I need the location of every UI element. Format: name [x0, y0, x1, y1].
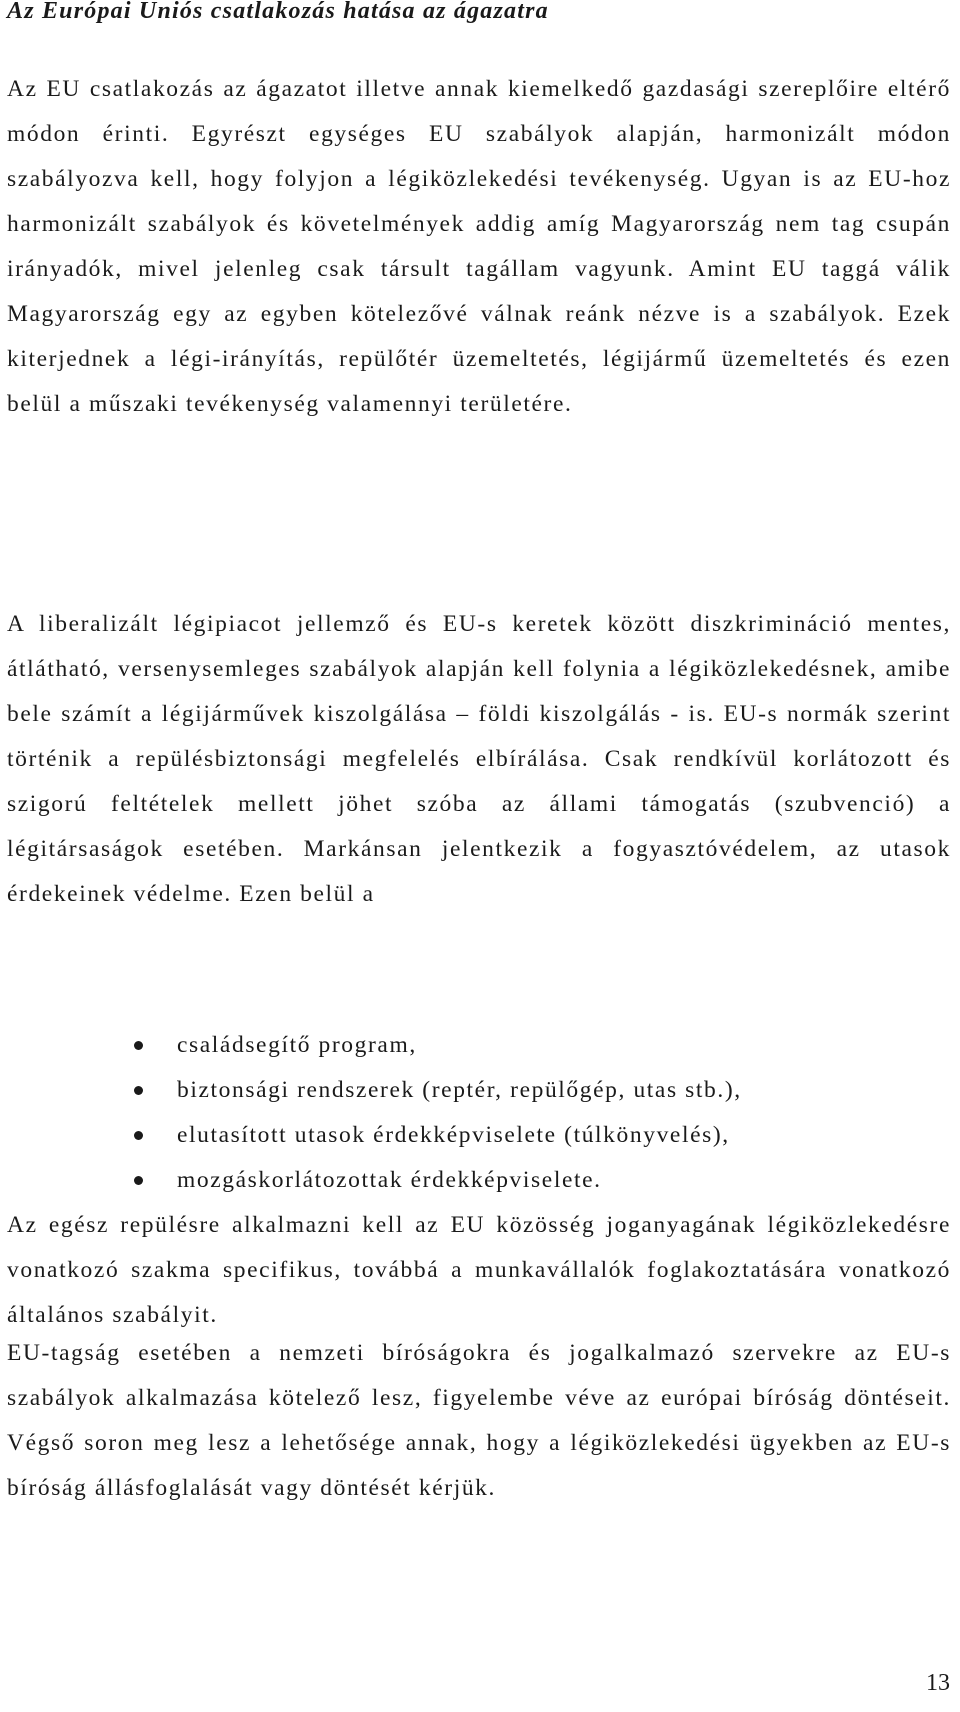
paragraph-liberalized-market: A liberalizált légipiacot jellemző és EU-s keretek között diszkrimináció mentes, átlátható, versenysemleges szabályok alapján kell folynia a légiközlekedésnek, amibe bele számít a légijárművek kiszolgálása – földi kiszolgálás - is. EU-s normák szerint történik a repülésbiztonsági megfelelés elbírálása. Csak rendkívül korlátozott és szigorú feltételek mellett jöhet szóba az állami támogatás (szubvenció) a légitársaságok esetében. Markánsan jelentkezik a fogyasztóvédelem, az utasok érdekeinek védelme. Ezen belül a — [7, 611, 951, 907]
list-item — [7, 1068, 951, 1113]
list-item — [7, 1113, 951, 1158]
bullet-icon — [134, 1176, 143, 1185]
bullet-icon — [134, 1086, 143, 1095]
page-number: 13 — [926, 1670, 950, 1696]
paragraph-eu-law: Az egész repülésre alkalmazni kell az EU közösség joganyagának légiközlekedésre vonatkozó szakma specifikus, továbbá a munkavállalók foglakoztatására vonatkozó általános szabályit. — [7, 1212, 951, 1328]
list-item — [7, 1023, 951, 1068]
consumer-protection-list — [7, 1023, 951, 1203]
bullet-icon — [134, 1131, 143, 1140]
list-item-text: biztonsági rendszerek (reptér, repülőgép, utas stb.), — [177, 1077, 742, 1103]
list-item-text: elutasított utasok érdekképviselete (túlkönyvelés), — [177, 1122, 730, 1148]
section-title: Az Európai Uniós csatlakozás hatása az ágazatra — [7, 0, 549, 24]
list-item-text: családsegítő program, — [177, 1032, 417, 1058]
bullet-icon — [134, 1041, 143, 1050]
paragraph-courts: EU-tagság esetében a nemzeti bíróságokra és jogalkalmazó szervekre az EU-s szabályok alkalmazása kötelező lesz, figyelembe véve az európai bíróság döntéseit. Végső soron meg lesz a lehetősége annak, hogy a légiközlekedési ügyekben az EU-s bíróság állásfoglalását vagy döntését kérjük. — [7, 1340, 951, 1501]
list-item — [7, 1158, 951, 1203]
list-item-text: mozgáskorlátozottak érdekképviselete. — [177, 1167, 602, 1193]
paragraph-eu-accession: Az EU csatlakozás az ágazatot illetve annak kiemelkedő gazdasági szereplőire eltérő módon érinti. Egyrészt egységes EU szabályok alapján, harmonizált módon szabályozva kell, hogy folyjon a légiközlekedési tevékenység. Ugyan is az EU-hoz harmonizált szabályok és követelmények addig amíg Magyarország nem tag csupán irányadók, mivel jelenleg csak társult tagállam vagyunk. Amint EU taggá válik Magyarország egy az egyben kötelezővé válnak reánk nézve is a szabályok. Ezek kiterjednek a légi-irányítás, repülőtér üzemeltetés, légijármű üzemeltetés és ezen belül a műszaki tevékenység valamennyi területére. — [7, 76, 951, 417]
